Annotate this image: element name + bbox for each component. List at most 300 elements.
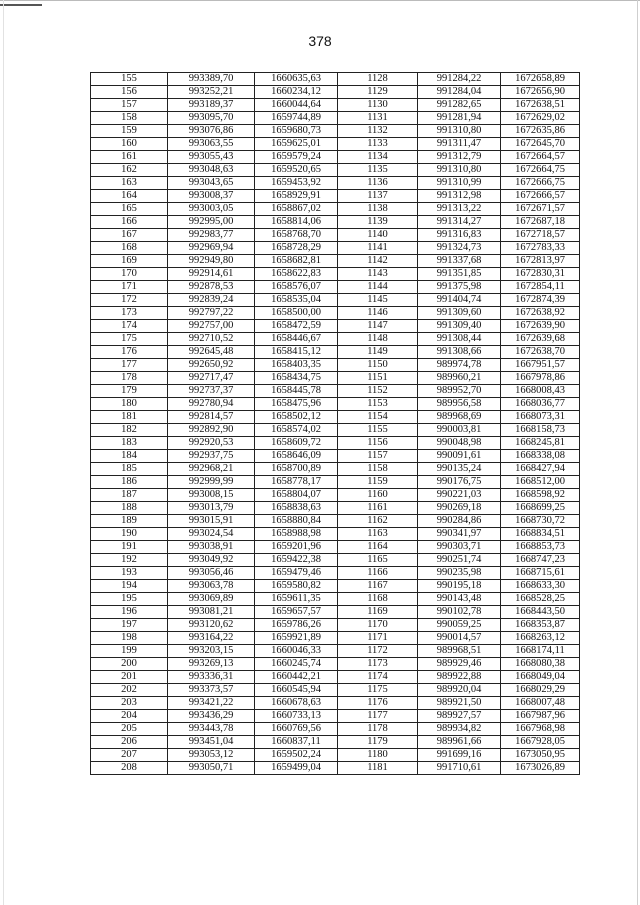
- y-coordinate-right-cell: 1668036,77: [501, 398, 580, 411]
- point-number-right-cell: 1162: [338, 515, 418, 528]
- y-coordinate-right-cell: 1668715,61: [501, 567, 580, 580]
- y-coordinate-right-cell: 1668008,43: [501, 385, 580, 398]
- point-number-left-cell: 205: [91, 723, 168, 736]
- x-coordinate-right-cell: 989968,69: [418, 411, 501, 424]
- x-coordinate-left-cell: 993069,89: [168, 593, 255, 606]
- table-row: [91, 658, 580, 671]
- point-number-right-cell: 1173: [338, 658, 418, 671]
- x-coordinate-right-cell: 990176,75: [418, 476, 501, 489]
- x-coordinate-left-cell: 992892,90: [168, 424, 255, 437]
- table-row: [91, 671, 580, 684]
- y-coordinate-left-cell: 1660234,12: [255, 86, 338, 99]
- point-number-right-cell: 1129: [338, 86, 418, 99]
- point-number-right-cell: 1134: [338, 151, 418, 164]
- x-coordinate-right-cell: 989934,82: [418, 723, 501, 736]
- point-number-right-cell: 1144: [338, 281, 418, 294]
- y-coordinate-left-cell: 1658472,59: [255, 320, 338, 333]
- y-coordinate-right-cell: 1673026,89: [501, 762, 580, 775]
- table-row: [91, 606, 580, 619]
- y-coordinate-left-cell: 1660044,64: [255, 99, 338, 112]
- x-coordinate-right-cell: 991308,44: [418, 333, 501, 346]
- point-number-left-cell: 173: [91, 307, 168, 320]
- point-number-right-cell: 1152: [338, 385, 418, 398]
- x-coordinate-left-cell: 993076,86: [168, 125, 255, 138]
- x-coordinate-left-cell: 993049,92: [168, 554, 255, 567]
- table-row: [91, 580, 580, 593]
- table-row: [91, 463, 580, 476]
- point-number-left-cell: 180: [91, 398, 168, 411]
- y-coordinate-right-cell: 1668245,81: [501, 437, 580, 450]
- point-number-left-cell: 204: [91, 710, 168, 723]
- x-coordinate-right-cell: 989974,78: [418, 359, 501, 372]
- x-coordinate-right-cell: 991324,73: [418, 242, 501, 255]
- table-row: [91, 398, 580, 411]
- point-number-right-cell: 1178: [338, 723, 418, 736]
- y-coordinate-left-cell: 1658778,17: [255, 476, 338, 489]
- point-number-left-cell: 162: [91, 164, 168, 177]
- point-number-left-cell: 188: [91, 502, 168, 515]
- x-coordinate-right-cell: 991312,79: [418, 151, 501, 164]
- point-number-right-cell: 1155: [338, 424, 418, 437]
- point-number-right-cell: 1141: [338, 242, 418, 255]
- y-coordinate-left-cell: 1658622,83: [255, 268, 338, 281]
- x-coordinate-left-cell: 993443,78: [168, 723, 255, 736]
- table-row: [91, 632, 580, 645]
- table-row: [91, 99, 580, 112]
- y-coordinate-right-cell: 1668158,73: [501, 424, 580, 437]
- scan-edge-left: [3, 0, 4, 905]
- table-row: [91, 372, 580, 385]
- table-row: [91, 437, 580, 450]
- x-coordinate-right-cell: 991316,83: [418, 229, 501, 242]
- table-row: [91, 294, 580, 307]
- table-row: [91, 229, 580, 242]
- table-row: [91, 307, 580, 320]
- table-row: [91, 736, 580, 749]
- y-coordinate-left-cell: 1659479,46: [255, 567, 338, 580]
- point-number-left-cell: 176: [91, 346, 168, 359]
- table-row: [91, 450, 580, 463]
- point-number-right-cell: 1164: [338, 541, 418, 554]
- point-number-right-cell: 1146: [338, 307, 418, 320]
- point-number-right-cell: 1177: [338, 710, 418, 723]
- y-coordinate-left-cell: 1658768,70: [255, 229, 338, 242]
- x-coordinate-left-cell: 992968,21: [168, 463, 255, 476]
- scan-edge-top: [0, 0, 640, 4]
- table-row: [91, 281, 580, 294]
- y-coordinate-left-cell: 1659422,38: [255, 554, 338, 567]
- x-coordinate-left-cell: 992797,22: [168, 307, 255, 320]
- table-row: [91, 723, 580, 736]
- x-coordinate-left-cell: 993038,91: [168, 541, 255, 554]
- x-coordinate-left-cell: 993008,37: [168, 190, 255, 203]
- x-coordinate-left-cell: 993055,43: [168, 151, 255, 164]
- table-row: [91, 125, 580, 138]
- point-number-left-cell: 164: [91, 190, 168, 203]
- point-number-right-cell: 1179: [338, 736, 418, 749]
- point-number-left-cell: 189: [91, 515, 168, 528]
- point-number-right-cell: 1147: [338, 320, 418, 333]
- table-row: [91, 203, 580, 216]
- x-coordinate-right-cell: 991312,98: [418, 190, 501, 203]
- table-row: [91, 515, 580, 528]
- point-number-right-cell: 1181: [338, 762, 418, 775]
- point-number-right-cell: 1169: [338, 606, 418, 619]
- x-coordinate-right-cell: 989968,51: [418, 645, 501, 658]
- x-coordinate-left-cell: 993050,71: [168, 762, 255, 775]
- y-coordinate-right-cell: 1668427,94: [501, 463, 580, 476]
- point-number-right-cell: 1133: [338, 138, 418, 151]
- point-number-right-cell: 1175: [338, 684, 418, 697]
- table-row: [91, 320, 580, 333]
- point-number-left-cell: 178: [91, 372, 168, 385]
- point-number-right-cell: 1170: [338, 619, 418, 632]
- x-coordinate-right-cell: 990284,86: [418, 515, 501, 528]
- y-coordinate-left-cell: 1659625,01: [255, 138, 338, 151]
- x-coordinate-left-cell: 992650,92: [168, 359, 255, 372]
- y-coordinate-right-cell: 1672666,75: [501, 177, 580, 190]
- point-number-left-cell: 187: [91, 489, 168, 502]
- y-coordinate-right-cell: 1672664,57: [501, 151, 580, 164]
- y-coordinate-left-cell: 1660046,33: [255, 645, 338, 658]
- table-row: [91, 645, 580, 658]
- point-number-left-cell: 186: [91, 476, 168, 489]
- y-coordinate-left-cell: 1660442,21: [255, 671, 338, 684]
- x-coordinate-left-cell: 992717,47: [168, 372, 255, 385]
- point-number-right-cell: 1154: [338, 411, 418, 424]
- x-coordinate-right-cell: 991404,74: [418, 294, 501, 307]
- y-coordinate-right-cell: 1668853,73: [501, 541, 580, 554]
- x-coordinate-left-cell: 993095,70: [168, 112, 255, 125]
- x-coordinate-right-cell: 990341,97: [418, 528, 501, 541]
- x-coordinate-right-cell: 990251,74: [418, 554, 501, 567]
- table-row: [91, 359, 580, 372]
- table-row: [91, 268, 580, 281]
- y-coordinate-left-cell: 1659579,24: [255, 151, 338, 164]
- y-coordinate-right-cell: 1668338,08: [501, 450, 580, 463]
- table-row: [91, 593, 580, 606]
- point-number-left-cell: 156: [91, 86, 168, 99]
- x-coordinate-right-cell: 990303,71: [418, 541, 501, 554]
- y-coordinate-right-cell: 1672629,02: [501, 112, 580, 125]
- y-coordinate-right-cell: 1672830,31: [501, 268, 580, 281]
- table-row: [91, 489, 580, 502]
- point-number-right-cell: 1138: [338, 203, 418, 216]
- y-coordinate-left-cell: 1660545,94: [255, 684, 338, 697]
- y-coordinate-left-cell: 1660635,63: [255, 73, 338, 86]
- point-number-left-cell: 166: [91, 216, 168, 229]
- x-coordinate-left-cell: 992937,75: [168, 450, 255, 463]
- x-coordinate-left-cell: 993013,79: [168, 502, 255, 515]
- point-number-right-cell: 1137: [338, 190, 418, 203]
- scan-edge-right: [637, 0, 638, 905]
- x-coordinate-right-cell: 991309,40: [418, 320, 501, 333]
- point-number-left-cell: 171: [91, 281, 168, 294]
- y-coordinate-right-cell: 1672813,97: [501, 255, 580, 268]
- x-coordinate-right-cell: 991310,99: [418, 177, 501, 190]
- x-coordinate-left-cell: 992920,53: [168, 437, 255, 450]
- x-coordinate-right-cell: 991337,68: [418, 255, 501, 268]
- x-coordinate-left-cell: 992983,77: [168, 229, 255, 242]
- table-row: [91, 112, 580, 125]
- x-coordinate-left-cell: 993252,21: [168, 86, 255, 99]
- point-number-left-cell: 203: [91, 697, 168, 710]
- x-coordinate-right-cell: 991311,47: [418, 138, 501, 151]
- y-coordinate-left-cell: 1658988,98: [255, 528, 338, 541]
- x-coordinate-left-cell: 993336,31: [168, 671, 255, 684]
- y-coordinate-left-cell: 1658415,12: [255, 346, 338, 359]
- x-coordinate-right-cell: 991282,65: [418, 99, 501, 112]
- table-row: [91, 164, 580, 177]
- x-coordinate-left-cell: 993389,70: [168, 73, 255, 86]
- x-coordinate-left-cell: 993024,54: [168, 528, 255, 541]
- y-coordinate-right-cell: 1668747,23: [501, 554, 580, 567]
- table-row: [91, 216, 580, 229]
- y-coordinate-right-cell: 1668073,31: [501, 411, 580, 424]
- table-row: [91, 411, 580, 424]
- y-coordinate-left-cell: 1659744,89: [255, 112, 338, 125]
- point-number-right-cell: 1165: [338, 554, 418, 567]
- x-coordinate-right-cell: 990048,98: [418, 437, 501, 450]
- x-coordinate-left-cell: 993063,55: [168, 138, 255, 151]
- point-number-left-cell: 207: [91, 749, 168, 762]
- point-number-right-cell: 1135: [338, 164, 418, 177]
- y-coordinate-left-cell: 1658880,84: [255, 515, 338, 528]
- point-number-right-cell: 1136: [338, 177, 418, 190]
- table-row: [91, 333, 580, 346]
- y-coordinate-right-cell: 1668730,72: [501, 515, 580, 528]
- point-number-right-cell: 1148: [338, 333, 418, 346]
- y-coordinate-left-cell: 1659786,26: [255, 619, 338, 632]
- x-coordinate-left-cell: 992969,94: [168, 242, 255, 255]
- point-number-left-cell: 158: [91, 112, 168, 125]
- y-coordinate-right-cell: 1668512,00: [501, 476, 580, 489]
- point-number-left-cell: 185: [91, 463, 168, 476]
- point-number-right-cell: 1130: [338, 99, 418, 112]
- x-coordinate-left-cell: 993436,29: [168, 710, 255, 723]
- point-number-left-cell: 172: [91, 294, 168, 307]
- y-coordinate-left-cell: 1658838,63: [255, 502, 338, 515]
- point-number-right-cell: 1160: [338, 489, 418, 502]
- x-coordinate-right-cell: 990135,24: [418, 463, 501, 476]
- point-number-left-cell: 155: [91, 73, 168, 86]
- table-row: [91, 346, 580, 359]
- y-coordinate-left-cell: 1658403,35: [255, 359, 338, 372]
- y-coordinate-left-cell: 1658446,67: [255, 333, 338, 346]
- x-coordinate-right-cell: 990091,61: [418, 450, 501, 463]
- x-coordinate-right-cell: 989956,58: [418, 398, 501, 411]
- x-coordinate-left-cell: 993203,15: [168, 645, 255, 658]
- y-coordinate-right-cell: 1672658,89: [501, 73, 580, 86]
- y-coordinate-right-cell: 1673050,95: [501, 749, 580, 762]
- x-coordinate-right-cell: 989920,04: [418, 684, 501, 697]
- x-coordinate-right-cell: 991309,60: [418, 307, 501, 320]
- point-number-right-cell: 1131: [338, 112, 418, 125]
- y-coordinate-left-cell: 1658867,02: [255, 203, 338, 216]
- point-number-left-cell: 193: [91, 567, 168, 580]
- y-coordinate-left-cell: 1658576,07: [255, 281, 338, 294]
- y-coordinate-left-cell: 1659520,65: [255, 164, 338, 177]
- point-number-right-cell: 1171: [338, 632, 418, 645]
- y-coordinate-left-cell: 1658445,78: [255, 385, 338, 398]
- point-number-left-cell: 194: [91, 580, 168, 593]
- point-number-right-cell: 1163: [338, 528, 418, 541]
- y-coordinate-right-cell: 1672656,90: [501, 86, 580, 99]
- point-number-right-cell: 1168: [338, 593, 418, 606]
- x-coordinate-right-cell: 991314,27: [418, 216, 501, 229]
- point-number-right-cell: 1156: [338, 437, 418, 450]
- y-coordinate-left-cell: 1658475,96: [255, 398, 338, 411]
- point-number-right-cell: 1161: [338, 502, 418, 515]
- y-coordinate-left-cell: 1659502,24: [255, 749, 338, 762]
- table-row: [91, 710, 580, 723]
- y-coordinate-right-cell: 1668834,51: [501, 528, 580, 541]
- table-row: [91, 619, 580, 632]
- point-number-left-cell: 202: [91, 684, 168, 697]
- y-coordinate-left-cell: 1660837,11: [255, 736, 338, 749]
- x-coordinate-right-cell: 991284,04: [418, 86, 501, 99]
- point-number-left-cell: 167: [91, 229, 168, 242]
- y-coordinate-right-cell: 1672718,57: [501, 229, 580, 242]
- x-coordinate-left-cell: 993048,63: [168, 164, 255, 177]
- y-coordinate-right-cell: 1668443,50: [501, 606, 580, 619]
- table-row: [91, 190, 580, 203]
- table-row: [91, 151, 580, 164]
- x-coordinate-right-cell: 991710,61: [418, 762, 501, 775]
- y-coordinate-right-cell: 1672639,68: [501, 333, 580, 346]
- x-coordinate-left-cell: 993015,91: [168, 515, 255, 528]
- y-coordinate-right-cell: 1667951,57: [501, 359, 580, 372]
- point-number-left-cell: 208: [91, 762, 168, 775]
- y-coordinate-right-cell: 1672671,57: [501, 203, 580, 216]
- y-coordinate-left-cell: 1658434,75: [255, 372, 338, 385]
- y-coordinate-left-cell: 1658682,81: [255, 255, 338, 268]
- x-coordinate-left-cell: 993043,65: [168, 177, 255, 190]
- table-row: [91, 73, 580, 86]
- y-coordinate-right-cell: 1672783,33: [501, 242, 580, 255]
- point-number-left-cell: 181: [91, 411, 168, 424]
- y-coordinate-right-cell: 1668528,25: [501, 593, 580, 606]
- point-number-left-cell: 161: [91, 151, 168, 164]
- y-coordinate-right-cell: 1672638,51: [501, 99, 580, 112]
- y-coordinate-right-cell: 1668174,11: [501, 645, 580, 658]
- x-coordinate-right-cell: 991699,16: [418, 749, 501, 762]
- x-coordinate-right-cell: 990143,48: [418, 593, 501, 606]
- table-row: [91, 567, 580, 580]
- x-coordinate-right-cell: 991375,98: [418, 281, 501, 294]
- y-coordinate-left-cell: 1659499,04: [255, 762, 338, 775]
- y-coordinate-left-cell: 1658646,09: [255, 450, 338, 463]
- x-coordinate-right-cell: 991310,80: [418, 125, 501, 138]
- x-coordinate-right-cell: 990269,18: [418, 502, 501, 515]
- point-number-left-cell: 184: [91, 450, 168, 463]
- point-number-left-cell: 199: [91, 645, 168, 658]
- x-coordinate-left-cell: 992914,61: [168, 268, 255, 281]
- point-number-left-cell: 160: [91, 138, 168, 151]
- point-number-left-cell: 157: [91, 99, 168, 112]
- point-number-left-cell: 197: [91, 619, 168, 632]
- x-coordinate-left-cell: 992780,94: [168, 398, 255, 411]
- point-number-left-cell: 170: [91, 268, 168, 281]
- y-coordinate-right-cell: 1668263,12: [501, 632, 580, 645]
- point-number-left-cell: 183: [91, 437, 168, 450]
- table-row: [91, 177, 580, 190]
- y-coordinate-right-cell: 1668029,29: [501, 684, 580, 697]
- y-coordinate-left-cell: 1660245,74: [255, 658, 338, 671]
- point-number-right-cell: 1180: [338, 749, 418, 762]
- y-coordinate-left-cell: 1658728,29: [255, 242, 338, 255]
- point-number-right-cell: 1140: [338, 229, 418, 242]
- point-number-right-cell: 1157: [338, 450, 418, 463]
- x-coordinate-right-cell: 989961,66: [418, 736, 501, 749]
- x-coordinate-left-cell: 993008,15: [168, 489, 255, 502]
- y-coordinate-right-cell: 1672638,70: [501, 346, 580, 359]
- point-number-right-cell: 1158: [338, 463, 418, 476]
- x-coordinate-left-cell: 992645,48: [168, 346, 255, 359]
- x-coordinate-left-cell: 993063,78: [168, 580, 255, 593]
- x-coordinate-right-cell: 991313,22: [418, 203, 501, 216]
- table-row: [91, 528, 580, 541]
- x-coordinate-right-cell: 989921,50: [418, 697, 501, 710]
- y-coordinate-left-cell: 1658929,91: [255, 190, 338, 203]
- y-coordinate-left-cell: 1660733,13: [255, 710, 338, 723]
- y-coordinate-left-cell: 1659611,35: [255, 593, 338, 606]
- y-coordinate-left-cell: 1659453,92: [255, 177, 338, 190]
- x-coordinate-left-cell: 993164,22: [168, 632, 255, 645]
- point-number-left-cell: 174: [91, 320, 168, 333]
- x-coordinate-right-cell: 990014,57: [418, 632, 501, 645]
- x-coordinate-left-cell: 992878,53: [168, 281, 255, 294]
- y-coordinate-right-cell: 1672666,57: [501, 190, 580, 203]
- x-coordinate-right-cell: 990221,03: [418, 489, 501, 502]
- x-coordinate-left-cell: 993120,62: [168, 619, 255, 632]
- x-coordinate-right-cell: 990059,25: [418, 619, 501, 632]
- x-coordinate-left-cell: 992710,52: [168, 333, 255, 346]
- y-coordinate-right-cell: 1668007,48: [501, 697, 580, 710]
- point-number-left-cell: 198: [91, 632, 168, 645]
- y-coordinate-left-cell: 1658609,72: [255, 437, 338, 450]
- point-number-left-cell: 159: [91, 125, 168, 138]
- x-coordinate-right-cell: 989927,57: [418, 710, 501, 723]
- point-number-left-cell: 190: [91, 528, 168, 541]
- x-coordinate-right-cell: 989952,70: [418, 385, 501, 398]
- point-number-right-cell: 1139: [338, 216, 418, 229]
- point-number-left-cell: 182: [91, 424, 168, 437]
- y-coordinate-left-cell: 1658814,06: [255, 216, 338, 229]
- point-number-left-cell: 195: [91, 593, 168, 606]
- y-coordinate-left-cell: 1658804,07: [255, 489, 338, 502]
- point-number-left-cell: 169: [91, 255, 168, 268]
- y-coordinate-right-cell: 1672687,18: [501, 216, 580, 229]
- table-row: [91, 502, 580, 515]
- y-coordinate-right-cell: 1668633,30: [501, 580, 580, 593]
- x-coordinate-right-cell: 990003,81: [418, 424, 501, 437]
- y-coordinate-right-cell: 1668080,38: [501, 658, 580, 671]
- x-coordinate-left-cell: 992999,99: [168, 476, 255, 489]
- y-coordinate-right-cell: 1672638,92: [501, 307, 580, 320]
- y-coordinate-left-cell: 1659580,82: [255, 580, 338, 593]
- y-coordinate-left-cell: 1659201,96: [255, 541, 338, 554]
- table-row: [91, 541, 580, 554]
- x-coordinate-left-cell: 993053,12: [168, 749, 255, 762]
- x-coordinate-right-cell: 990195,18: [418, 580, 501, 593]
- point-number-left-cell: 192: [91, 554, 168, 567]
- x-coordinate-left-cell: 992737,37: [168, 385, 255, 398]
- y-coordinate-right-cell: 1667968,98: [501, 723, 580, 736]
- y-coordinate-right-cell: 1672874,39: [501, 294, 580, 307]
- point-number-left-cell: 163: [91, 177, 168, 190]
- table-row: [91, 242, 580, 255]
